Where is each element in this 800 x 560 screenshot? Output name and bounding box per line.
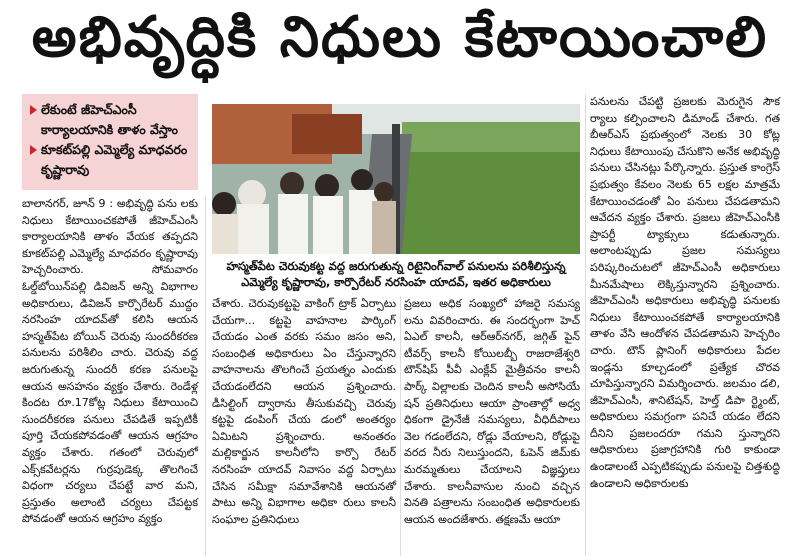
news-photo [212,104,580,254]
column-divider [205,196,206,556]
article-column-4: పనులను చేపట్టి ప్రజలకు మెరుగైన సౌక ర్యాలు కల్పించాలని డిమాండ్ చేశారు. గత బీఆర్ఎస్ ప్రభుత్వంలో నెలకు 30 కోట్ల నిధులు కేటాయింపు చేసుకొని అనేక అభివృద్ధి పనులు చేసినట్లు పేర్కొన్నారు. ప్రస్తుత కాంగ్రెస్ ప్రభుత్వం కేవలం నెలకు 65 లక్షల మాత్రమే కేటాయించడంతో ఏం పనులు చేపడతామని ఆవేదన వ్యక్తం చేశారు. ప్రజలు జీహెచ్ఎంసీకి ప్రాపర్టీ ట్యాక్సులు కడుతున్నారు. అలాంటప్పుడు ప్రజల సమస్యలు పరిష్కరించుటలో జీహెచ్ఎంసీ అధికారులు మీనమేషాలు లెక్కిస్తున్నారని ప్రశ్నించారు. జీహెచ్ఎంసీ అధికారులు అభివృద్ధి పనులకు నిధులు కేటాయించకపోతే కార్యాలయానికి తాళం వేసి ఆందోళన చేపడతామని హెచ్చరిం చారు. టౌన్ ప్లానింగ్ అధికారులు పేదల ఇండ్లను కూల్చడంలో ప్రత్యేక చొరవ చూపిస్తున్నారని విమర్శించారు. జలమం డలి, జీహెచ్ఎంసీ, శానిటేషన్, హెల్త్ డిపా ర్ట్మెంట్, అధికారులు సమగ్రంగా పనిచే యడం లేదని దీనిని ప్రజలందరూ గమని స్తున్నారని ఆధికారులు ప్రజాగ్రహానికి గురి కాకుండా ఉండాలంటే ఎప్పటికప్పుడు పనులపై చిత్తశుద్ధి ఉండాలని అధికారులకు [590,95,780,490]
bullet-arrow-icon [30,105,37,115]
highlight-text: లేకుంటే జీహెచ్ఎంసీ కార్యాలయానికి తాళం వేస్తాం [41,102,179,137]
highlight-text: కూకట్‌పల్లి ఎమ్మెల్యే మాధవరం కృష్ణారావు [41,142,188,177]
news-photo-image [212,104,580,254]
column-divider [400,296,401,556]
column-divider [585,94,586,556]
bullet-arrow-icon [30,145,37,155]
article-column-2: చేశారు. చెరువుకట్టపై వాకింగ్ ట్రాక్ ఏర్పాటు చేయగా... కట్టపై వాహనాల పార్కింగ్ చేయడం ఎంత వరకు సమం జసం అని, సంబంధిత అధికారులు ఏం చేస్తున్నారని వాహనాలను తొలగించే ప్రయత్నం ఎందుకు చేయడంలేదని ఆయన ప్రశ్నించారు. డీసిల్టింగ్ ద్వారాను తీసుకువచ్చి చెరువు కట్టపై డంపింగ్ చేయ డంలో అంతర్యం ఏమిటని ప్రశ్నించారు. అనంతరం మల్లికార్జున కాలనీలోని కార్పొ రేటర్ నరసింహ యాదవ్ నివాసం వద్ద ఏర్పాటు చేసిన సమీక్షా సమావేశానికి ఆయనతో పాటు అన్ని విభాగాల అధికా రులు కాలనీ సంఘాల ప్రతినిధులు [212,297,396,526]
article-column-3: ప్రజలు అధిక సంఖ్యలో హాజరై సమస్య లను వివరించారు. ఈ సందర్భంగా హెచ్ ఏఎల్ కాలనీ, ఆర్ఆర్‌నగర్, జగ్గిత్ పైన్ టీవర్స్ కాలనీ కోయిలబ్బీ రాజరాజేశ్వరి టౌన్‌షిప్ పీవీ ఎంక్లేవ్ మైత్రీవనం కాలనీ పార్క్ విల్లాలకు చెందిన కాలనీ అసోసియే షన్ ప్రతినిధులు ఆయా ప్రాంతాల్లో అధ్వ ధికంగా డ్రైనేజీ సమస్యలు, వీధిదీపాలు వెల గడంలేదని, రోడ్లు వేయాలని, రోడ్లుపై వరద నీరు నిలుస్తుందని, ఓపెన్ జిమ్‌కు మరమ్మతులు చేయాలని విజ్ఞప్తులు చేశారు. కాలనీవాసుల నుంచి వచ్చిన వినతి పత్రాలను సంబంధిత అధికారులకు ఆయన అందజేశారు. తక్షణమే ఆయా [404,297,580,526]
photo-caption: హస్మత్‌పేట చెరువుకట్ట వద్ద జరుగుతున్న రిటైనింగ్‌వాల్ పనులను పరిశీలిస్తున్న ఎమ్మెల్యే కృష్ణారావు, కార్పొరేటర్ నరసింహ యాదవ్, ఇతర అధికారులు [226,259,566,289]
highlights-box [22,94,198,190]
headline: అభివృద్ధికి నిధులు కేటాయించాలి [31,4,769,70]
article-column-1: బాలానగర్, జూన్ 9 : అభివృద్ధి పను లకు నిధులు కేటాయించకపోతే జీహెచ్ఎంసీ కార్యాలయానికి తాళం వేయక తప్పదని కూకట్‌పల్లి ఎమ్మెల్యే మాధవరం కృష్ణారావు హెచ్చరించారు. సోమవారం ఓల్డ్‌బోయిన్‌పల్లి డివిజన్ అన్ని విభాగాల అధికారులు, డివిజన్ కార్పొరేటర్ ముద్దం నరసింహ యాదవ్‌తో కలిసి ఆయన హస్మత్‌పేట బోయిన్ చెరువు సుందరీకరణ పనులను పరిశీలిం చారు. చెరువు వద్ద జరుగుతున్న సుందరీ కరణ పనులపై ఆయన అసహనం వ్యక్తం చేశారు. రెండేళ్ల కిందట రూ.17కోట్ల నిధులు కేటాయించి సుందరీకరణ పనులు చేపడితే ఇప్పటికీ పూర్తి చేయకపోవడంతో ఆయన ఆగ్రహం వ్యక్తం చేశారు. గతంలో చెరువులో ఎక్స్‌కవేటర్లను గుర్రపుడెక్క తొలగించే విధంగా చర్యలు చేపట్టే వార మని, ప్రస్తుతం అలాంటి చర్యలు చేపట్టక పోవడంతో ఆయన ఆగ్రహం వ్యక్తం [22,197,198,526]
highlight-item [30,100,190,140]
highlight-item [30,140,190,180]
